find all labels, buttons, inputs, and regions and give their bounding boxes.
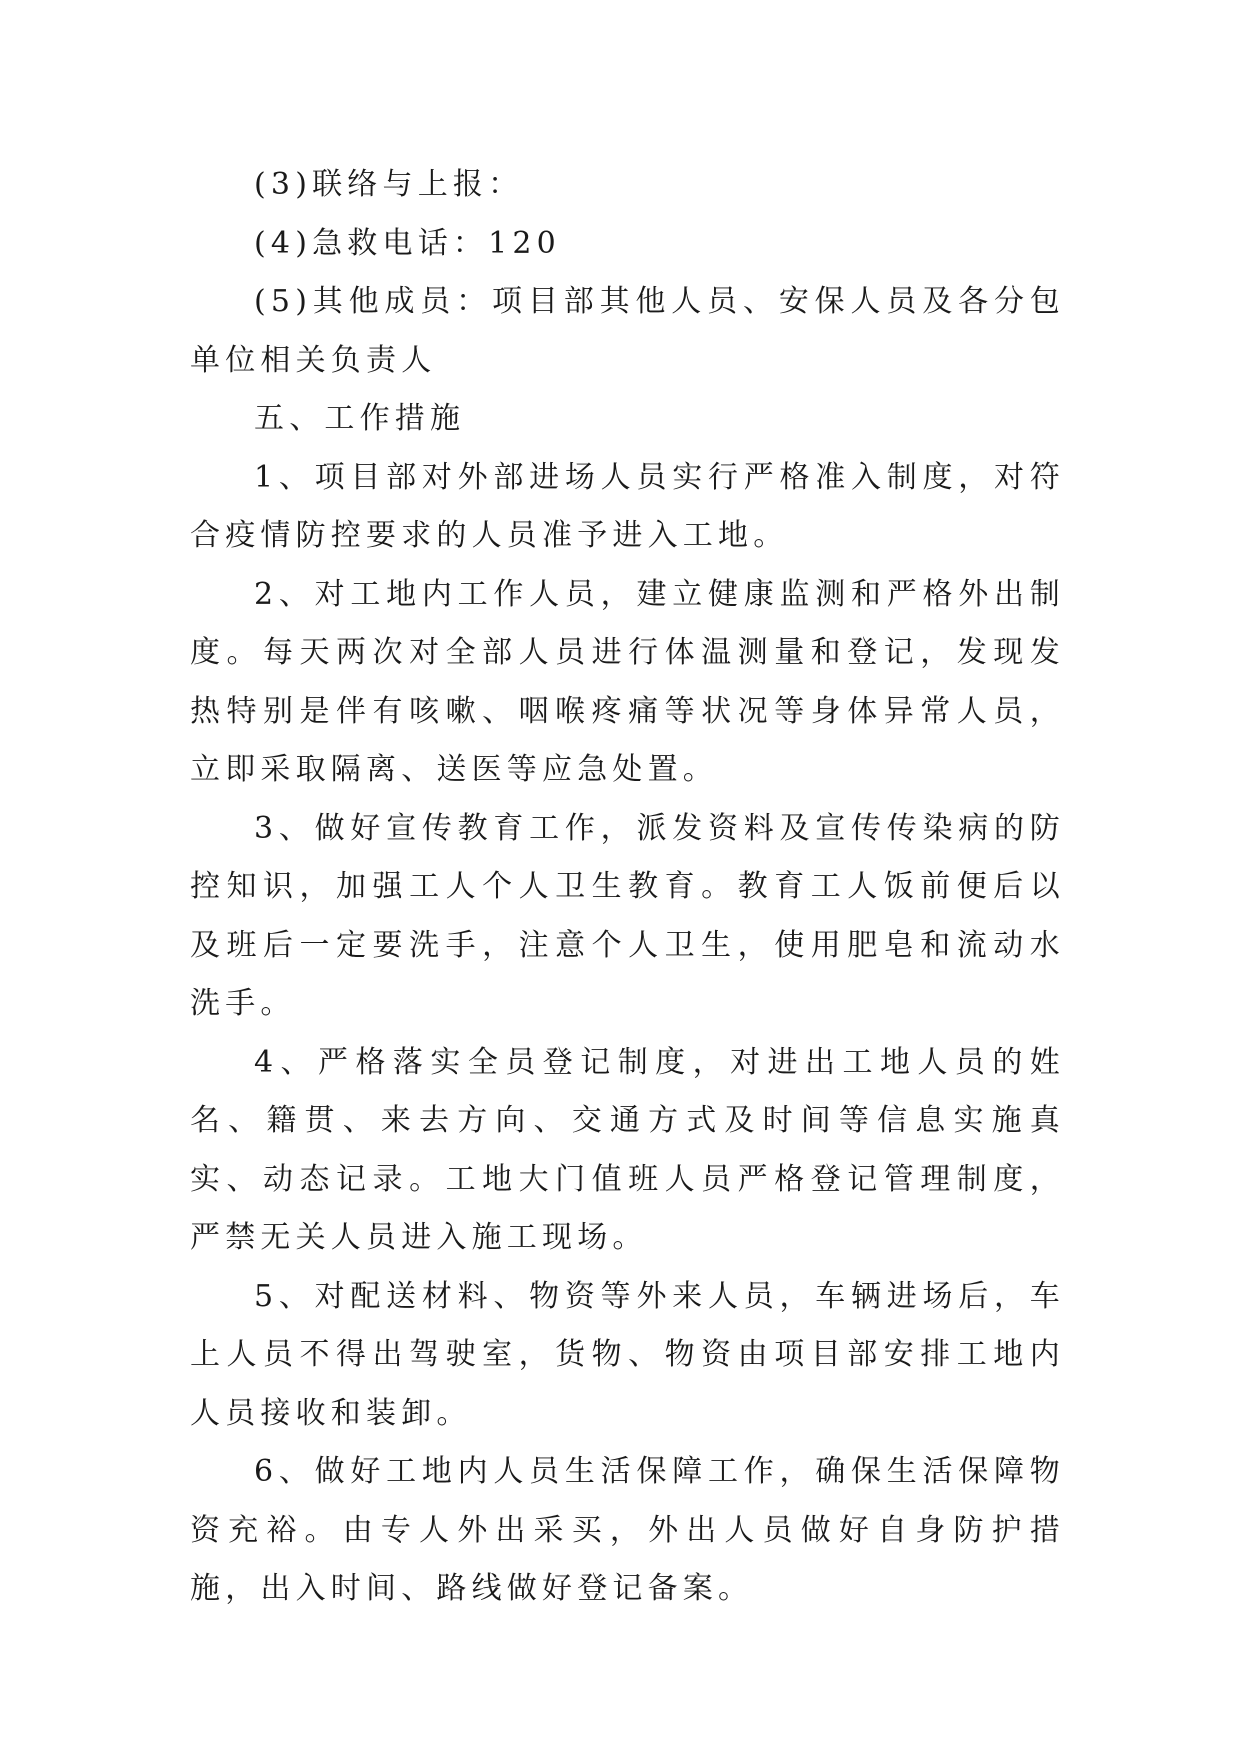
paragraph-other-members: (5)其他成员：项目部其他人员、安保人员及各分包单位相关负责人 (190, 284, 1065, 378)
paragraph-measure-6: 6、做好工地内人员生活保障工作，确保生活保障物资充裕。由专人外出采买，外出人员做好自身防护措施，出入时间、路线做好登记备案。 (190, 1454, 1065, 1606)
paragraph-measure-3: 3、做好宣传教育工作，派发资料及宣传传染病的防控知识，加强工人个人卫生教育。教育工人饭前便后以及班后一定要洗手，注意个人卫生，使用肥皂和流动水洗手。 (190, 810, 1065, 1021)
paragraph-measure-2: 2、对工地内工作人员，建立健康监测和严格外出制度。每天两次对全部人员进行体温测量和登记，发现发热特别是伴有咳嗽、咽喉疼痛等状况等身体异常人员，立即采取隔离、送医等应急处置。 (190, 576, 1065, 787)
paragraph-measure-4: 4、严格落实全员登记制度，对进出工地人员的姓名、籍贯、来去方向、交通方式及时间等信息实施真实、动态记录。工地大门值班人员严格登记管理制度，严禁无关人员进入施工现场。 (190, 1044, 1065, 1255)
section-heading-work-measures: 五、工作措施 (254, 401, 466, 436)
paragraph-measure-1: 1、项目部对外部进场人员实行严格准入制度，对符合疫情防控要求的人员准予进入工地。 (190, 459, 1065, 553)
paragraph-measure-5: 5、对配送材料、物资等外来人员，车辆进场后，车上人员不得出驾驶室，货物、物资由项目部安排工地内人员接收和装卸。 (190, 1278, 1065, 1431)
document-body (190, 156, 1065, 1619)
paragraph-emergency-phone: (4)急救电话：120 (254, 225, 561, 261)
paragraph-contact-report: (3)联络与上报： (254, 167, 524, 202)
